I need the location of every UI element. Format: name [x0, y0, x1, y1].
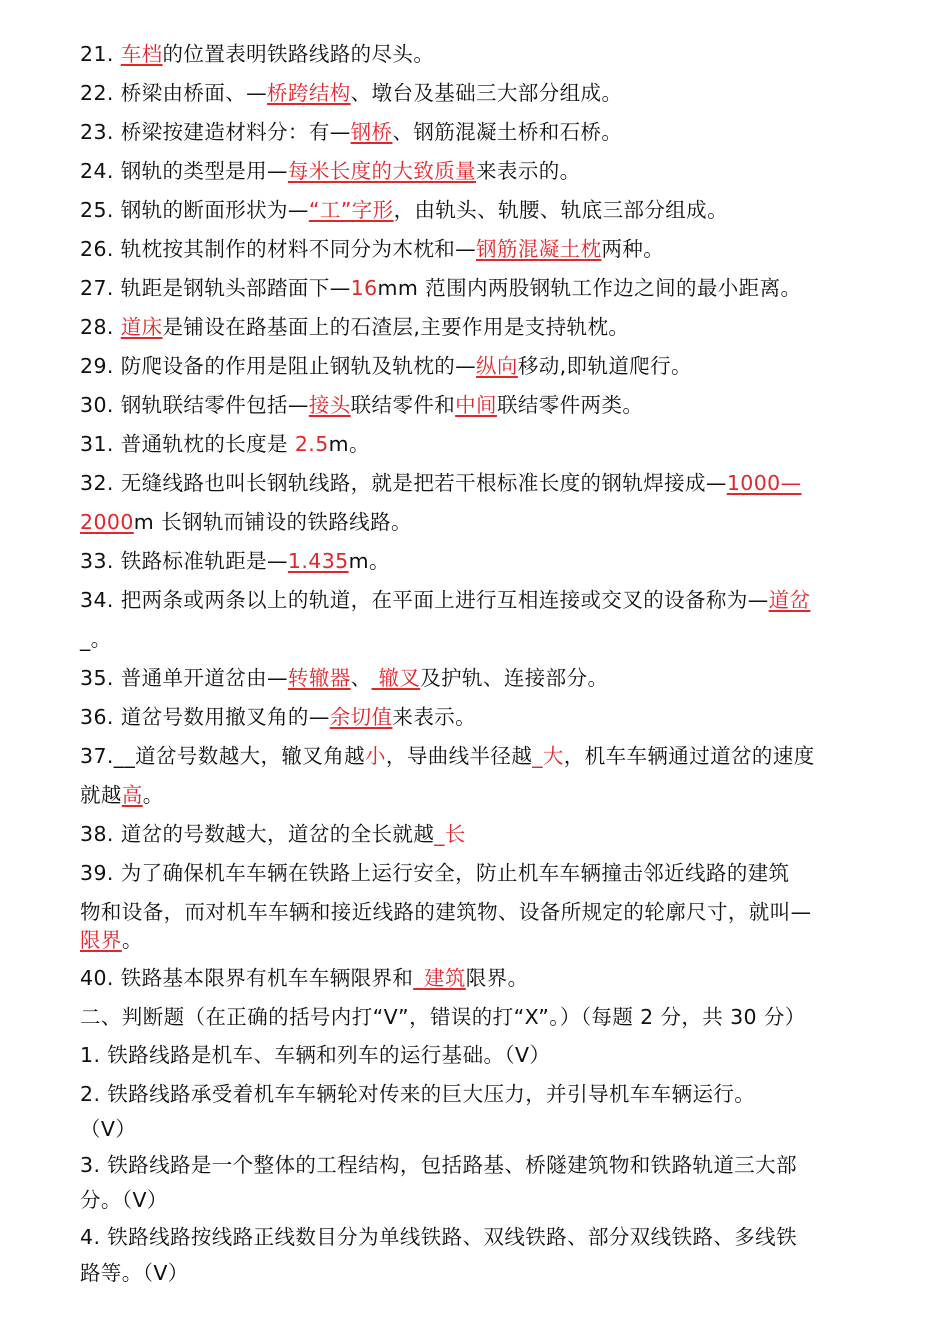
- answer-text: 余切值: [329, 705, 393, 729]
- blank-question-line: [80, 42, 880, 66]
- question-text: 及护轨、连接部分。: [420, 666, 609, 690]
- question-text: 31. 普通轨枕的长度是: [80, 432, 295, 456]
- question-text: 联结零件两类。: [496, 393, 644, 417]
- blank-question-line: [80, 627, 880, 651]
- question-text: 24. 钢轨的类型是用—: [80, 159, 288, 183]
- blank-question-line: [80, 705, 880, 729]
- blank-question-line: [80, 966, 880, 990]
- answer-text: 16: [350, 276, 378, 300]
- answer-text: 桥跨结构: [267, 81, 351, 105]
- true-false-line: 分。（V）: [80, 1188, 168, 1212]
- answer-text: 2.5: [294, 432, 329, 456]
- question-text: 22. 桥梁由桥面、—: [80, 81, 268, 105]
- blank-question-line: [80, 276, 880, 300]
- blank-question-line: [80, 588, 880, 612]
- question-text: 23. 桥梁按建造材料分：有—: [80, 120, 351, 144]
- blank-question-line: [80, 744, 880, 768]
- question-text: 是铺设在路基面上的石渣层,主要作用是支持轨枕。: [162, 315, 630, 339]
- question-text: 、墩台及基础三大部分组成。: [350, 81, 623, 105]
- answer-text: 道床: [120, 315, 163, 339]
- blank-question-line: [80, 861, 880, 885]
- question-text: 37.__道岔号数越大，辙叉角越: [80, 744, 366, 768]
- question-text: 。: [121, 928, 143, 952]
- question-text: _。: [80, 627, 112, 651]
- question-text: 36. 道岔号数用撤叉角的—: [80, 705, 330, 729]
- answer-text: 辙叉: [371, 666, 421, 690]
- question-text: 30. 钢轨联结零件包括—: [80, 393, 309, 417]
- true-false-line: 4. 铁路线路按线路正线数目分为单线铁路、双线铁路、部分双线铁路、多线铁: [80, 1225, 797, 1249]
- answer-text: 限界: [80, 928, 122, 952]
- question-text: 40. 铁路基本限界有机车车辆限界和: [80, 966, 414, 990]
- answer-text: _大: [532, 744, 564, 768]
- question-text: m。: [348, 549, 390, 573]
- blank-question-line: [80, 549, 880, 573]
- blank-question-line: [80, 471, 880, 495]
- section-heading: 二、判断题（在正确的括号内打“V”，错误的打“X”。）（每题 2 分，共 30 分）: [80, 1005, 806, 1029]
- question-text: 两种。: [601, 237, 665, 261]
- question-text: 。: [142, 783, 164, 807]
- blank-question-line: [80, 315, 880, 339]
- question-text: m。: [328, 432, 370, 456]
- question-text: 38. 道岔的号数越大，道岔的全长就越: [80, 822, 435, 846]
- blank-question-line: [80, 159, 880, 183]
- question-text: 21.: [80, 42, 121, 66]
- blank-question-line: [80, 510, 880, 534]
- question-text: 25. 钢轨的断面形状为—: [80, 198, 309, 222]
- answer-text: 转辙器: [287, 666, 351, 690]
- question-text: 26. 轨枕按其制作的材料不同分为木枕和—: [80, 237, 477, 261]
- answer-text: 小: [365, 744, 386, 768]
- answer-text: 1000—: [726, 471, 802, 495]
- answer-text: 2000: [80, 510, 134, 534]
- question-text: ，由轨头、轨腰、轨底三部分组成。: [393, 198, 728, 222]
- question-text: 34. 把两条或两条以上的轨道，在平面上进行互相连接或交叉的设备称为—: [80, 588, 769, 612]
- question-text: 的位置表明铁路线路的尽头。: [162, 42, 435, 66]
- blank-question-line: [80, 928, 880, 952]
- blank-question-line: [80, 198, 880, 222]
- blank-question-line: [80, 81, 880, 105]
- true-false-line: （V）: [80, 1117, 137, 1141]
- answer-text: 1.435: [287, 549, 349, 573]
- answer-text: 接头: [308, 393, 351, 417]
- question-text: 、: [350, 666, 372, 690]
- answer-text: 纵向: [476, 354, 518, 378]
- question-text: mm 范围内两股钢轨工作边之间的最小距离。: [377, 276, 802, 300]
- blank-question-line: [80, 822, 880, 846]
- blank-question-line: [80, 354, 880, 378]
- question-text: 33. 铁路标准轨距是—: [80, 549, 288, 573]
- answer-text: “工”字形: [308, 198, 394, 222]
- question-text: 来表示的。: [476, 159, 581, 183]
- question-text: 39. 为了确保机车车辆在铁路上运行安全，防止机车车辆撞击邻近线路的建筑: [80, 861, 790, 885]
- question-text: m 长钢轨而铺设的铁路线路。: [133, 510, 412, 534]
- true-false-line: 3. 铁路线路是一个整体的工程结构，包括路基、桥隧建筑物和铁路轨道三大部: [80, 1153, 797, 1177]
- question-text: 来表示。: [392, 705, 477, 729]
- question-text: 29. 防爬设备的作用是阻止钢轨及轨枕的—: [80, 354, 477, 378]
- blank-question-line: [80, 393, 880, 417]
- answer-text: 钢桥: [350, 120, 393, 144]
- true-false-line: 1. 铁路线路是机车、车辆和列车的运行基础。（V）: [80, 1043, 551, 1067]
- blank-question-line: [80, 120, 880, 144]
- question-text: 32. 无缝线路也叫长钢轨线路，就是把若干根标准长度的钢轨焊接成—: [80, 471, 727, 495]
- question-text: 限界。: [465, 966, 529, 990]
- answer-text: 钢筋混凝土枕: [476, 237, 602, 261]
- true-false-line: 2. 铁路线路承受着机车车辆轮对传来的巨大压力，并引导机车车辆运行。: [80, 1082, 756, 1106]
- true-false-line: 路等。（V）: [80, 1261, 189, 1285]
- question-text: 、钢筋混凝土桥和石桥。: [392, 120, 623, 144]
- question-text: 28.: [80, 315, 121, 339]
- answer-text: 道岔: [768, 588, 811, 612]
- blank-question-line: [80, 237, 880, 261]
- answer-text: 车档: [120, 42, 163, 66]
- question-text: 35. 普通单开道岔由—: [80, 666, 288, 690]
- answer-text: 高: [121, 783, 143, 807]
- question-text: 27. 轨距是钢轨头部踏面下—: [80, 276, 351, 300]
- answer-text: _长: [434, 822, 466, 846]
- blank-question-line: [80, 432, 880, 456]
- blank-question-line: [80, 666, 880, 690]
- blank-question-line: [80, 900, 880, 924]
- answer-text: 中间: [455, 393, 497, 417]
- question-text: ，导曲线半径越: [385, 744, 533, 768]
- answer-text: _建筑: [413, 966, 466, 990]
- blank-question-line: [80, 783, 880, 807]
- question-text: 就越: [80, 783, 122, 807]
- question-text: 联结零件和: [350, 393, 456, 417]
- question-text: 移动,即轨道爬行。: [517, 354, 692, 378]
- answer-text: 每米长度的大致质量: [287, 159, 477, 183]
- question-text: ，机车车辆通过道岔的速度: [563, 744, 815, 768]
- question-text: 物和设备，而对机车车辆和接近线路的建筑物、设备所规定的轮廓尺寸，就叫—: [80, 900, 812, 924]
